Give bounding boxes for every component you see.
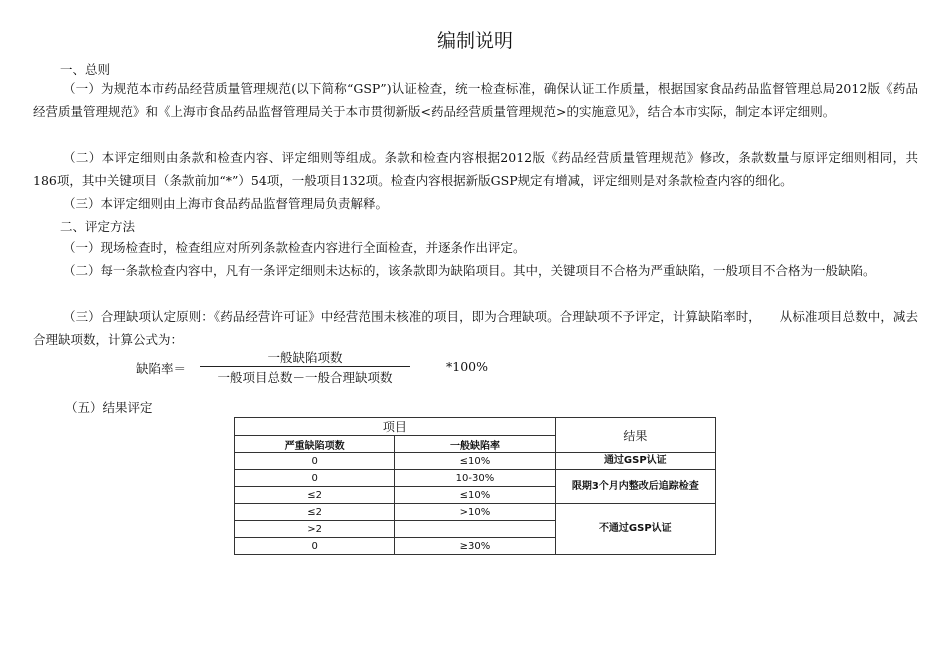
- fraction-bar: [200, 366, 410, 367]
- table-cell: 0: [235, 453, 395, 470]
- table-header-items: 项目: [235, 418, 556, 436]
- table-header-result: 结果: [555, 418, 715, 453]
- result-rectify: 限期3个月内整改后追踪检查: [555, 470, 715, 504]
- table-cell: 0: [235, 538, 395, 555]
- table-cell: >10%: [395, 504, 555, 521]
- paragraph-defect-definition: （二）每一条款检查内容中，凡有一条评定细则未达标的，该条款即为缺陷项目。其中，关键项目不合格为严重缺陷，一般项目不合格为一般缺陷。: [63, 263, 876, 278]
- table-cell: ≤2: [235, 487, 395, 504]
- table-cell: ≤10%: [395, 487, 555, 504]
- table-cell: ≥30%: [395, 538, 555, 555]
- formula-multiplier: *100%: [446, 359, 488, 374]
- table-cell: 0: [235, 470, 395, 487]
- formula-label: 缺陷率＝: [136, 361, 187, 376]
- paragraph-interpretation: （三）本评定细则由上海市食品药品监督管理局负责解释。: [63, 196, 389, 211]
- section-heading-general: 一、总则: [60, 62, 111, 77]
- formula-numerator: 一般缺陷项数: [267, 350, 343, 365]
- table-cell: >2: [235, 521, 395, 538]
- result-fail: 不通过GSP认证: [555, 504, 715, 555]
- table-row: [235, 453, 716, 470]
- table-cell: ≤2: [235, 504, 395, 521]
- paragraph-purpose: （一）为规范本市药品经营质量管理规范(以下简称“GSP”)认证检查，统一检查标准，确保认证工作质量，根据国家食品药品监督管理总局2012版《药品经营质量管理规范》和《上海市食品药品监督管理局关于本市贯彻新版<药品经营质量管理规范>的实施意见》，结合本市实际，制定本评定细则。: [33, 81, 918, 119]
- page-title: 编制说明: [436, 30, 513, 52]
- result-table: [234, 417, 716, 555]
- table-header-general-rate: 一般缺陷率: [395, 436, 555, 453]
- table-cell: 10-30%: [395, 470, 555, 487]
- paragraph-result-evaluation: （五）结果评定: [65, 400, 153, 415]
- paragraph-reasonable-omission: （三）合理缺项认定原则：《药品经营许可证》中经营范围未核准的项目，即为合理缺项。合理缺项不予评定，计算缺陷率时， 从标准项目总数中，减去合理缺项数，计算公式为：: [33, 309, 918, 347]
- paragraph-composition: （二）本评定细则由条款和检查内容、评定细则等组成。条款和检查内容根据2012版《药品经营质量管理规范》修改，条款数量与原评定细则相同，共186项，其中关键项目（条款前加“*”）54项，一般项目132项。检查内容根据新版GSP规定有增减，评定细则是对条款检查内容的细化。: [33, 150, 918, 188]
- paragraph-onsite-check: （一）现场检查时，检查组应对所列条款检查内容进行全面检查，并逐条作出评定。: [63, 240, 526, 255]
- formula-denominator: 一般项目总数－一般合理缺项数: [217, 370, 393, 385]
- result-pass: 通过GSP认证: [555, 453, 715, 470]
- table-cell: ≤10%: [395, 453, 555, 470]
- section-heading-method: 二、评定方法: [60, 219, 136, 234]
- table-cell: [395, 521, 555, 538]
- table-row: [235, 504, 716, 521]
- table-header-severe-count: 严重缺陷项数: [235, 436, 395, 453]
- table-row: [235, 470, 716, 487]
